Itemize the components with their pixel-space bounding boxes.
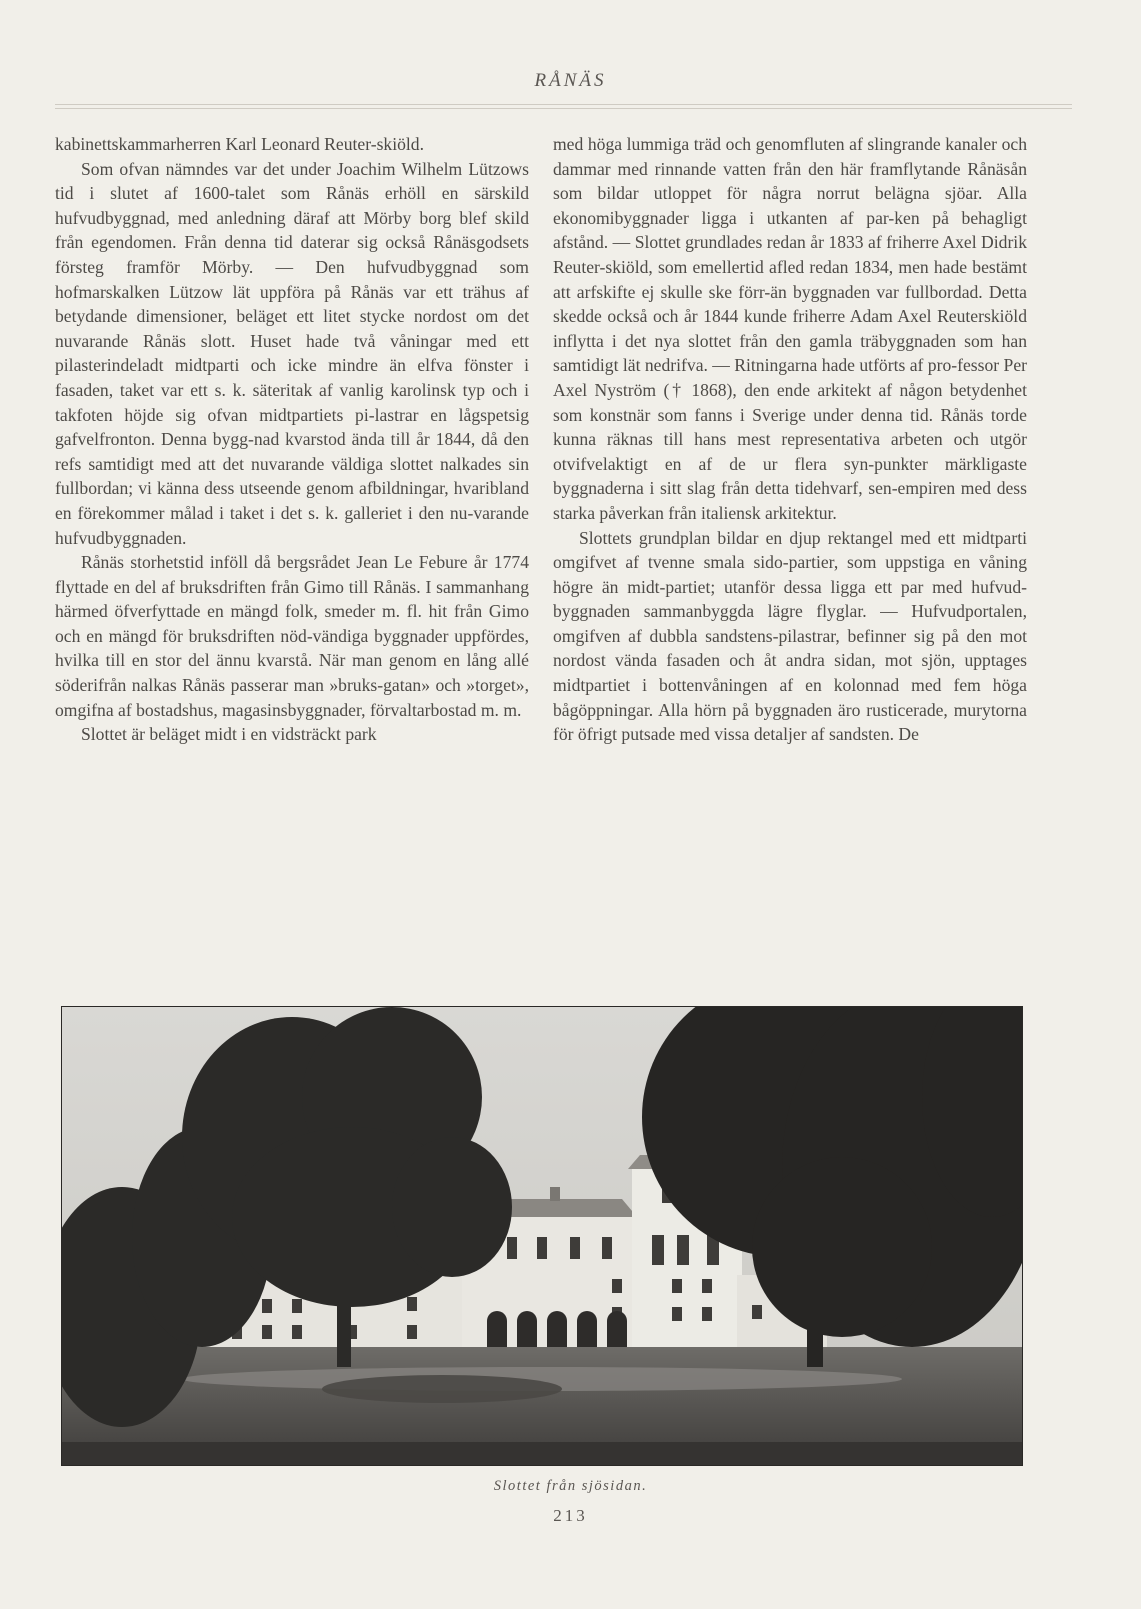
left-paragraph-4: Slottet är beläget midt i en vidsträckt park xyxy=(81,724,377,745)
page-number: 213 xyxy=(553,1506,588,1525)
left-column xyxy=(55,132,529,747)
right-column xyxy=(553,132,1027,747)
left-paragraph-1: kabinettskammarherren Karl Leonard Reuter-skiöld. xyxy=(55,134,424,154)
left-paragraph-3: Rånäs storhetstid inföll då bergsrådet Jean Le Febure år 1774 flyttade en del af bruksdriften från Gimo till Rånäs. I sammanhang härmed öfverfyttade en mängd folk, smeder m. fl. hit från Gimo och en mängd för bruksdriften nöd-vändiga byggnader uppfördes, hvilka till en stor del ännu kvarstå. När man genom en lång allé söderifrån nalkas Rånäs passerar man »bruks-gatan» och »torget», omgifna af bostadshus, magasinsbyggnader, förvaltarbostad m. m. xyxy=(55,552,529,720)
figure-caption: Slottet från sjösidan. xyxy=(493,1478,648,1494)
right-paragraph-1: med höga lummiga träd och genomfluten af slingrande kanaler och dammar med rinnande vatten från den här framflytande Rånäsån som bildar utloppet för några norrut belägna sjöar. Alla ekonomibyggnader ligga i utkanten af par-ken på behagligt afstånd. — Slottet grundlades redan år 1833 af friherre Axel Didrik Reuter-skiöld, som emellertid afled redan 1834, men hade bestämt att arfskifte ej skulle ske förr-än byggnaden var fullbordad. Detta skedde också och år 1844 kunde friherre Adam Axel Reuterskiöld inflytta i det nya slottet från den gamla träbyggnaden som han samtidigt lät nedrifva. — Ritningarna hade utförts af pro-fessor Per Axel Nyström († 1868), den ende arkitekt af någon betydenhet som konstnär som fanns i Sverige under denna tid. Rånäs torde kunna räknas till hans mest representativa arbeten och utgör otvifvelaktigt en af de ur flera syn-punkter märkligaste byggnaderna i sitt slag från detta tidehvarf, sen-empiren med dess starka påverkan från italiensk arkitektur. xyxy=(553,134,1027,523)
header-rule-top xyxy=(55,104,1072,105)
castle-photograph xyxy=(61,1006,1023,1466)
header-rule-bottom xyxy=(55,108,1072,109)
left-paragraph-2: Som ofvan nämndes var det under Joachim Wilhelm Lützows tid i slutet af 1600-talet som Rånäs erhöll en särskild hufvudbyggnad, med anledning däraf att Mörby borg blef skild från egendomen. Från denna tid daterar sig också Rånäsgodsets försteg framför Mörby. — Den hufvudbyggnad som hofmarskalken Lützow lät uppföra på Rånäs var ett trähus af betydande dimensioner, beläget ett litet stycke nordost om det nuvarande Rånäs slott. Huset hade två våningar med ett pilasterindeladt midtparti och icke mindre än elfva fönster i fasaden, taket var ett s. k. säteritak af vanlig karolinsk typ och i takfoten höjde sig ofvan midtpartiets pi-lastrar en lågspetsig gafvelfronton. Denna bygg-nad kvarstod ända till år 1844, då den refs samtidigt med att det nuvarande väldiga slottet nalkades sin fullbordan; vi känna dess utseende genom afbildningar, hvaribland en förekommer målad i taket i det s. k. galleriet i den nu-varande hufvudbyggnaden. xyxy=(55,158,529,548)
right-paragraph-2: Slottets grundplan bildar en djup rektangel med ett midtparti omgifvet af tvenne smala sido-partier, som uppstiga en våning högre än midt-partiet; utanför dessa ligga ett par med hufvud-byggnaden sammanbyggda lägre flyglar. — Hufvudportalen, omgifven af dubbla sandstens-pilastrar, befinner sig på den mot nordost vända fasaden och åt andra sidan, mot sjön, upptages midtpartiet i bottenvåningen af en kolonnad med fem höga bågöppningar. Alla hörn på byggnaden äro rusticerade, murytorna för öfrigt putsade med vissa detaljer af sandsten. De xyxy=(553,527,1027,745)
running-title: RÅNÄS xyxy=(534,70,607,91)
